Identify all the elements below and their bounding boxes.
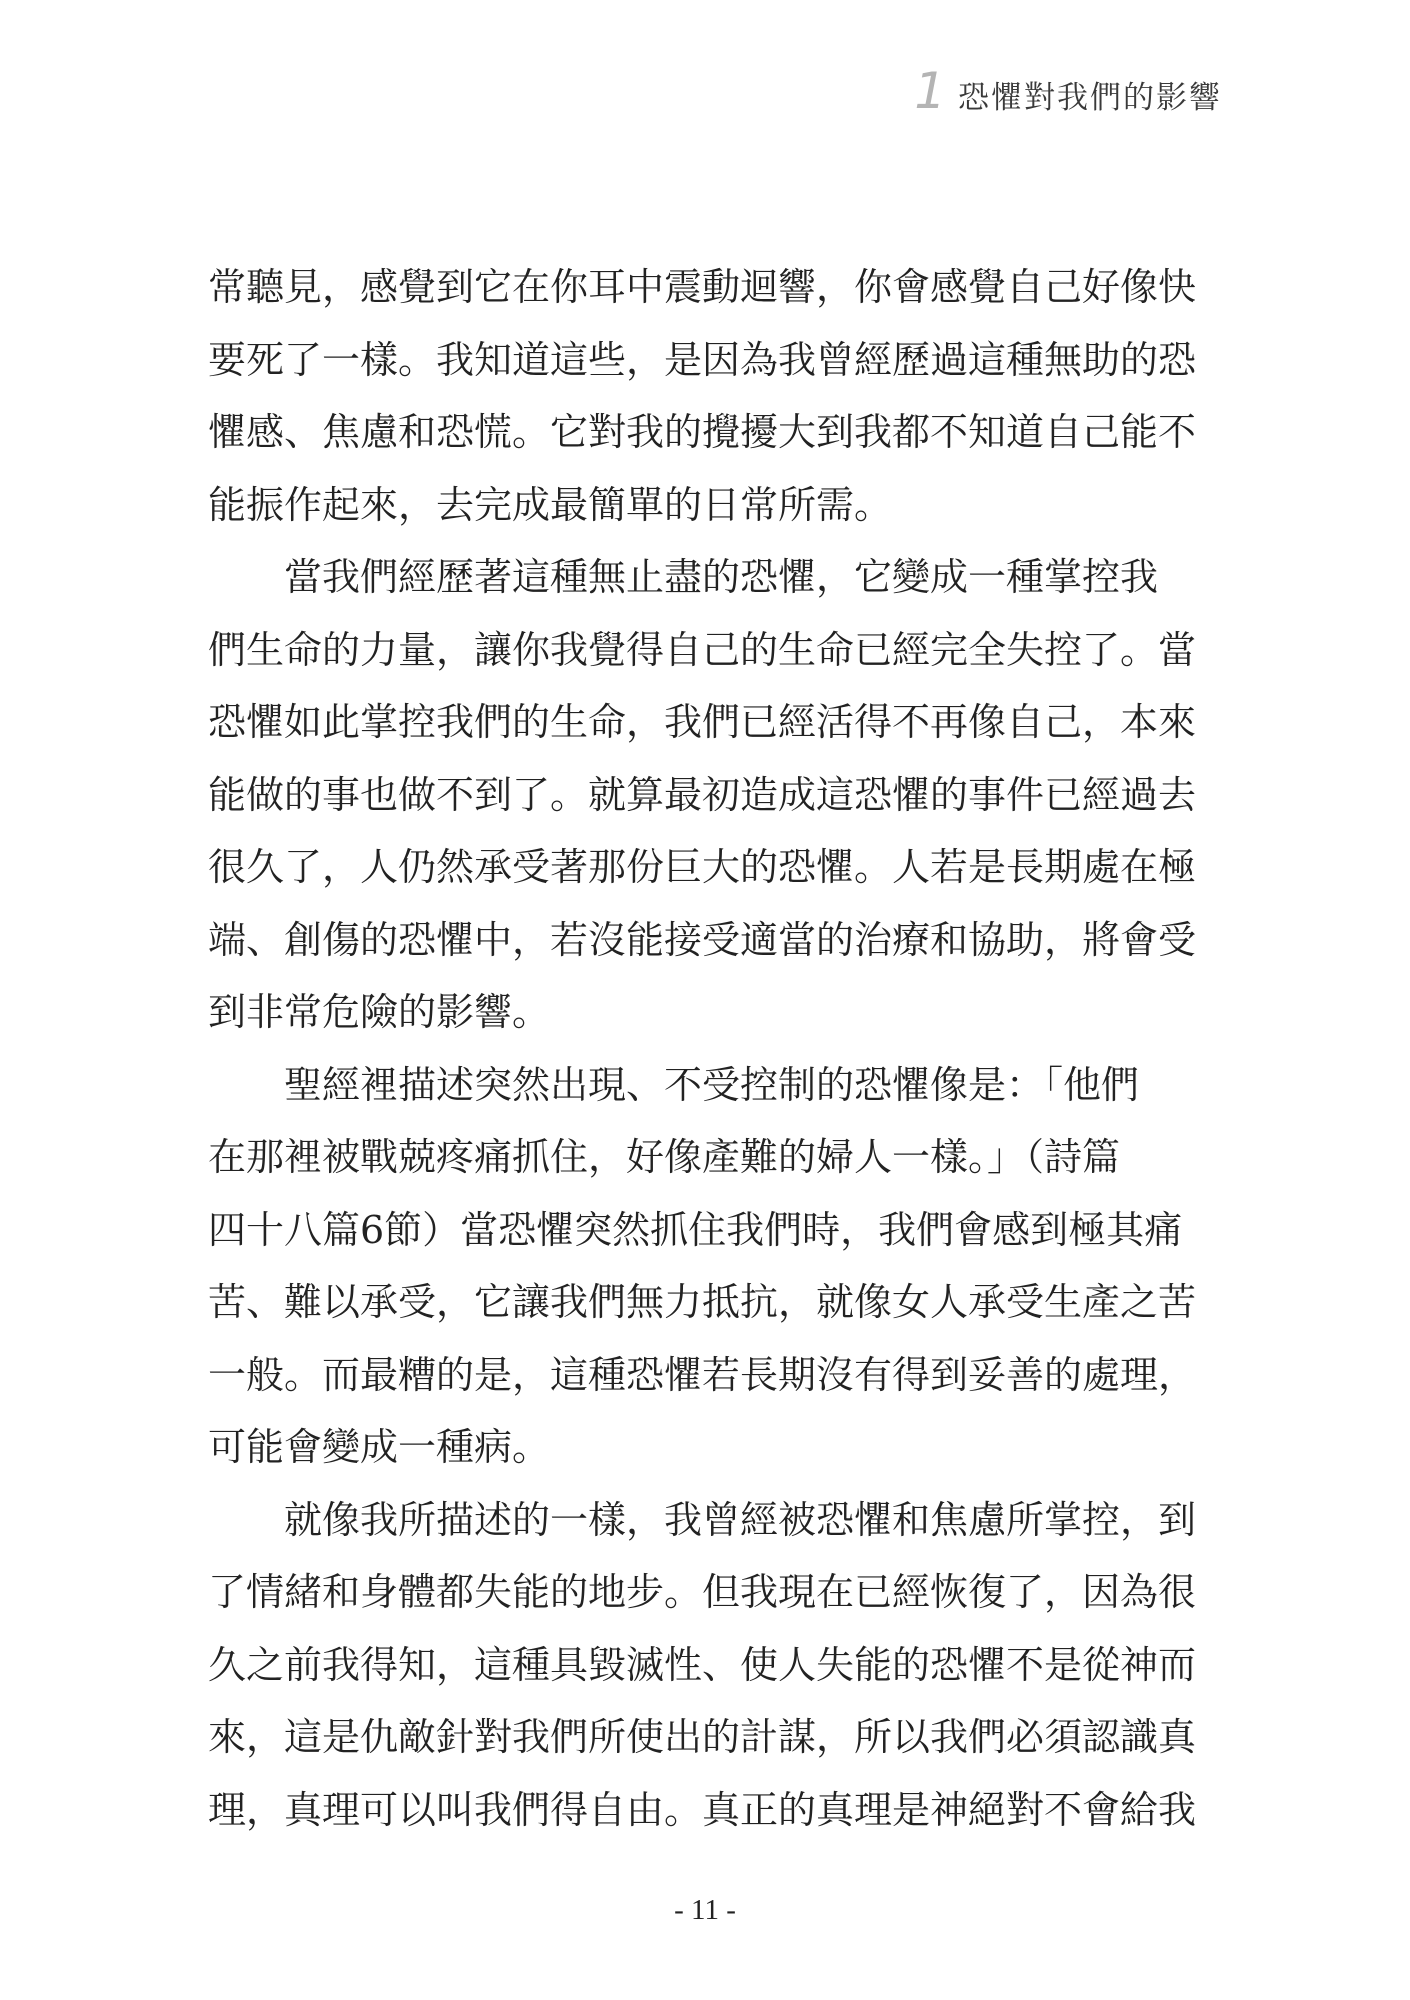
text-line: 很久了，人仍然承受著那份巨大的恐懼。人若是長期處在極 — [208, 845, 1197, 889]
text-line: 可能會變成一種病。 — [208, 1425, 551, 1469]
body-text — [208, 251, 1224, 1846]
text-line: 要死了一樣。我知道這些，是因為我曾經歷過這種無助的恐 — [208, 337, 1197, 382]
text-line: 苦、難以承受，它讓我們無力抵抗，就像女人承受生產之苦 — [208, 1280, 1197, 1324]
text-line: 到非常危險的影響。 — [208, 990, 551, 1034]
text-line: 理，真理可以叫我們得自由。真正的真理是神絕對不會給我 — [208, 1787, 1197, 1832]
text-line: 端、創傷的恐懼中，若沒能接受適當的治療和協助，將會受 — [208, 917, 1197, 962]
text-line: 在那裡被戰兢疼痛抓住，好像產難的婦人一樣。」（詩篇 — [208, 1135, 1121, 1179]
running-header — [914, 62, 1222, 120]
text-line: 能振作起來，去完成最簡單的日常所需。 — [208, 482, 893, 527]
text-line: 們生命的力量，讓你我覺得自己的生命已經完全失控了。當 — [208, 627, 1197, 672]
text-line: 懼感、焦慮和恐慌。它對我的攪擾大到我都不知道自己能不 — [208, 410, 1197, 454]
text-line: 了情緒和身體都失能的地步。但我現在已經恢復了，因為很 — [208, 1570, 1197, 1614]
text-line: 來，這是仇敵針對我們所使出的計謀，所以我們必須認識真 — [208, 1715, 1197, 1759]
text-line: 能做的事也做不到了。就算最初造成這恐懼的事件已經過去 — [208, 772, 1197, 817]
text-line: 四十八篇6節）當恐懼突然抓住我們時，我們會感到極其痛 — [208, 1207, 1183, 1252]
chapter-title: 恐懼對我們的影響 — [958, 80, 1222, 116]
text-line: 一般。而最糟的是，這種恐懼若長期沒有得到妥善的處理， — [208, 1352, 1197, 1397]
page-number: - 11 - — [674, 1894, 736, 1926]
text-line: 常聽見，感覺到它在你耳中震動迴響，你會感覺自己好像快 — [208, 265, 1197, 309]
text-line: 聖經裡描述突然出現、不受控制的恐懼像是：「他們 — [284, 1062, 1140, 1107]
text-line: 就像我所描述的一樣，我曾經被恐懼和焦慮所掌控，到 — [284, 1497, 1197, 1542]
chapter-number: 1 — [914, 62, 946, 120]
text-line: 恐懼如此掌控我們的生命，我們已經活得不再像自己，本來 — [208, 700, 1197, 744]
text-line: 久之前我得知，這種具毀滅性、使人失能的恐懼不是從神而 — [208, 1642, 1197, 1687]
text-line: 當我們經歷著這種無止盡的恐懼，它變成一種掌控我 — [284, 555, 1159, 599]
